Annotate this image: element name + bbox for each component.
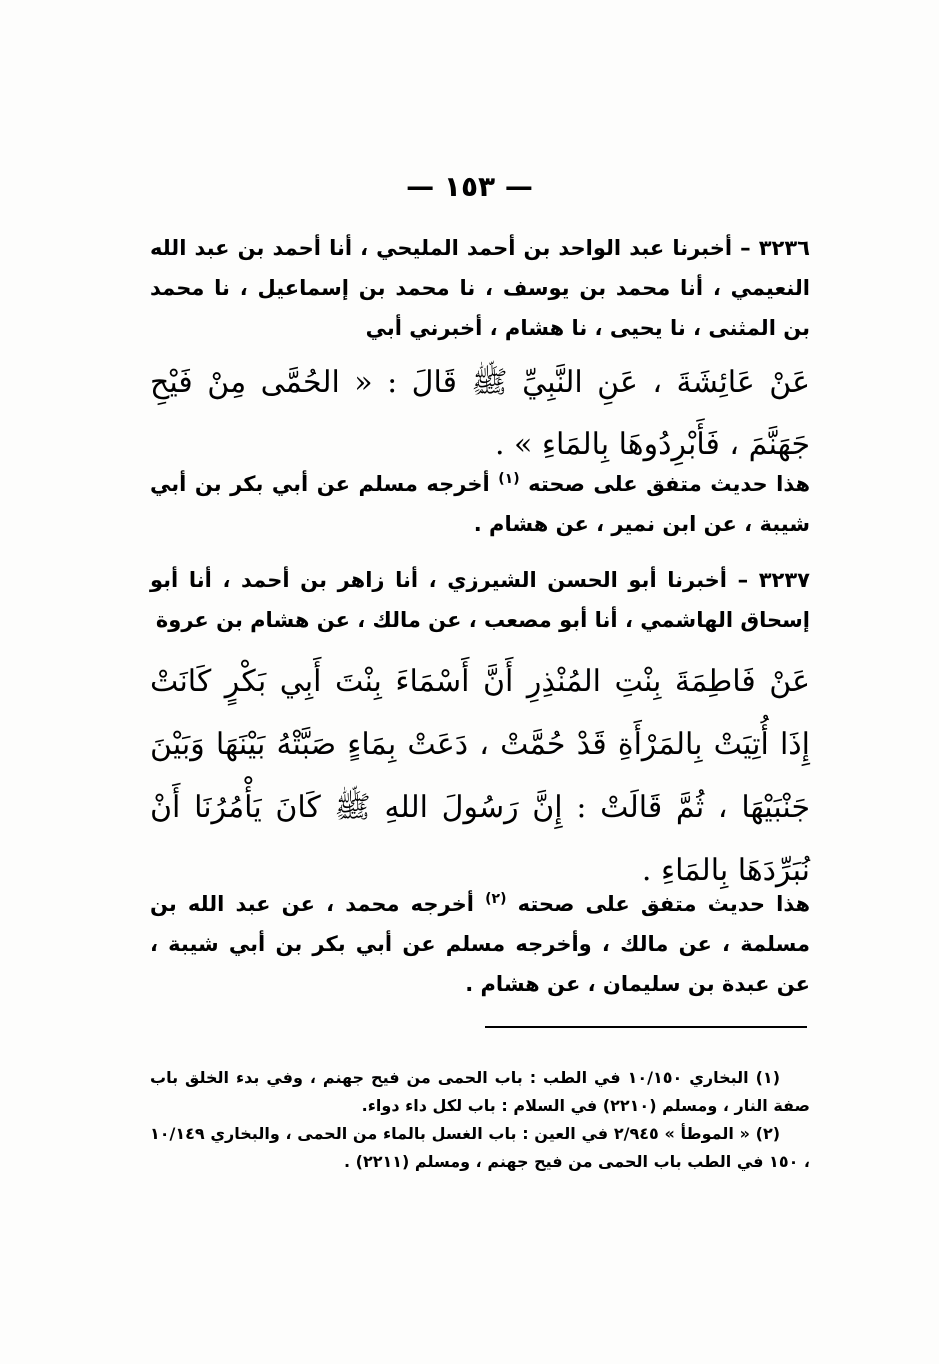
hadith-3237-verdict [150,884,810,1004]
verdict-text: أخرجه محمد ، عن عبد الله بن مسلمة ، عن مالك ، وأخرجه مسلم عن أبي بكر بن أبي شيبة ، عن عبدة بن سليمان ، عن هشام . [150,892,810,996]
page-number: — ١٥٣ — [406,170,533,203]
hadith-3236-matn: عَنْ عَائِشَةَ ، عَنِ النَّبِيِّ ﷺ قَالَ : « الحُمَّى مِنْ فَيْحِ جَهَنَّمَ ، فَأَبْرِدُوهَا بِالمَاءِ » . [150,365,810,462]
footnote-2 [150,1120,810,1176]
footnote-text: (١) البخاري ١٠/١٥٠ في الطب : باب الحمى من فيح جهنم ، وفي بدء الخلق باب صفة النار ، ومسلم (٢٢١٠) في السلام : باب لكل داء دواء. [150,1068,810,1115]
verdict-text: هذا حديث متفق على صحته [517,892,811,916]
hadith-3236-verdict [150,464,810,544]
hadith-3237-isnad: ٣٢٣٧ – أخبرنا أبو الحسن الشيرزي ، أنا زاهر بن أحمد ، أنا أبو إسحاق الهاشمي ، أنا أبو مصعب ، عن مالك ، عن هشام بن عروة [150,568,810,632]
hadith-3237-matn: عَنْ فَاطِمَةَ بِنْتِ المُنْذِرِ أَنَّ أَسْمَاءَ بِنْتَ أَبِي بَكْرٍ كَانَتْ إِذَا أُتِيَتْ بِالمَرْأَةِ قَدْ حُمَّتْ ، دَعَتْ بِمَاءٍ صَبَّتْهُ بَيْنَهَا وَبَيْنَ جَنْبَيْهَا ، ثُمَّ قَالَتْ : إِنَّ رَسُولَ اللهِ ﷺ كَانَ يَأْمُرُنَا أَنْ نُبَرِّدَهَا بِالمَاءِ . [150,664,810,888]
footnote-reference: (١) [498,471,520,487]
verdict-text: هذا حديث متفق على صحته [528,472,811,496]
footnote-reference: (٢) [485,891,507,907]
footnote-divider [485,1026,807,1028]
hadith-3236-isnad: ٣٢٣٦ – أخبرنا عبد الواحد بن أحمد المليحي ، أنا أحمد بن عبد الله النعيمي ، أنا محمد بن يوسف ، نا محمد بن إسماعيل ، نا محمد بن المثنى ، نا يحيى ، نا هشام ، أخبرني أبي [150,236,810,340]
footnotes [150,1064,810,1176]
footnote-1 [150,1064,810,1120]
verdict-text: أخرجه مسلم عن أبي بكر بن أبي شيبة ، عن ابن نمير ، عن هشام . [150,472,810,536]
footnote-text: (٢) « الموطأ » ٢/٩٤٥ في العين : باب الغسل بالماء من الحمى ، والبخاري ١٠/١٤٩ ، ١٥٠ في الطب باب الحمى من فيح جهنم ، ومسلم (٢٢١١) . [150,1124,810,1171]
